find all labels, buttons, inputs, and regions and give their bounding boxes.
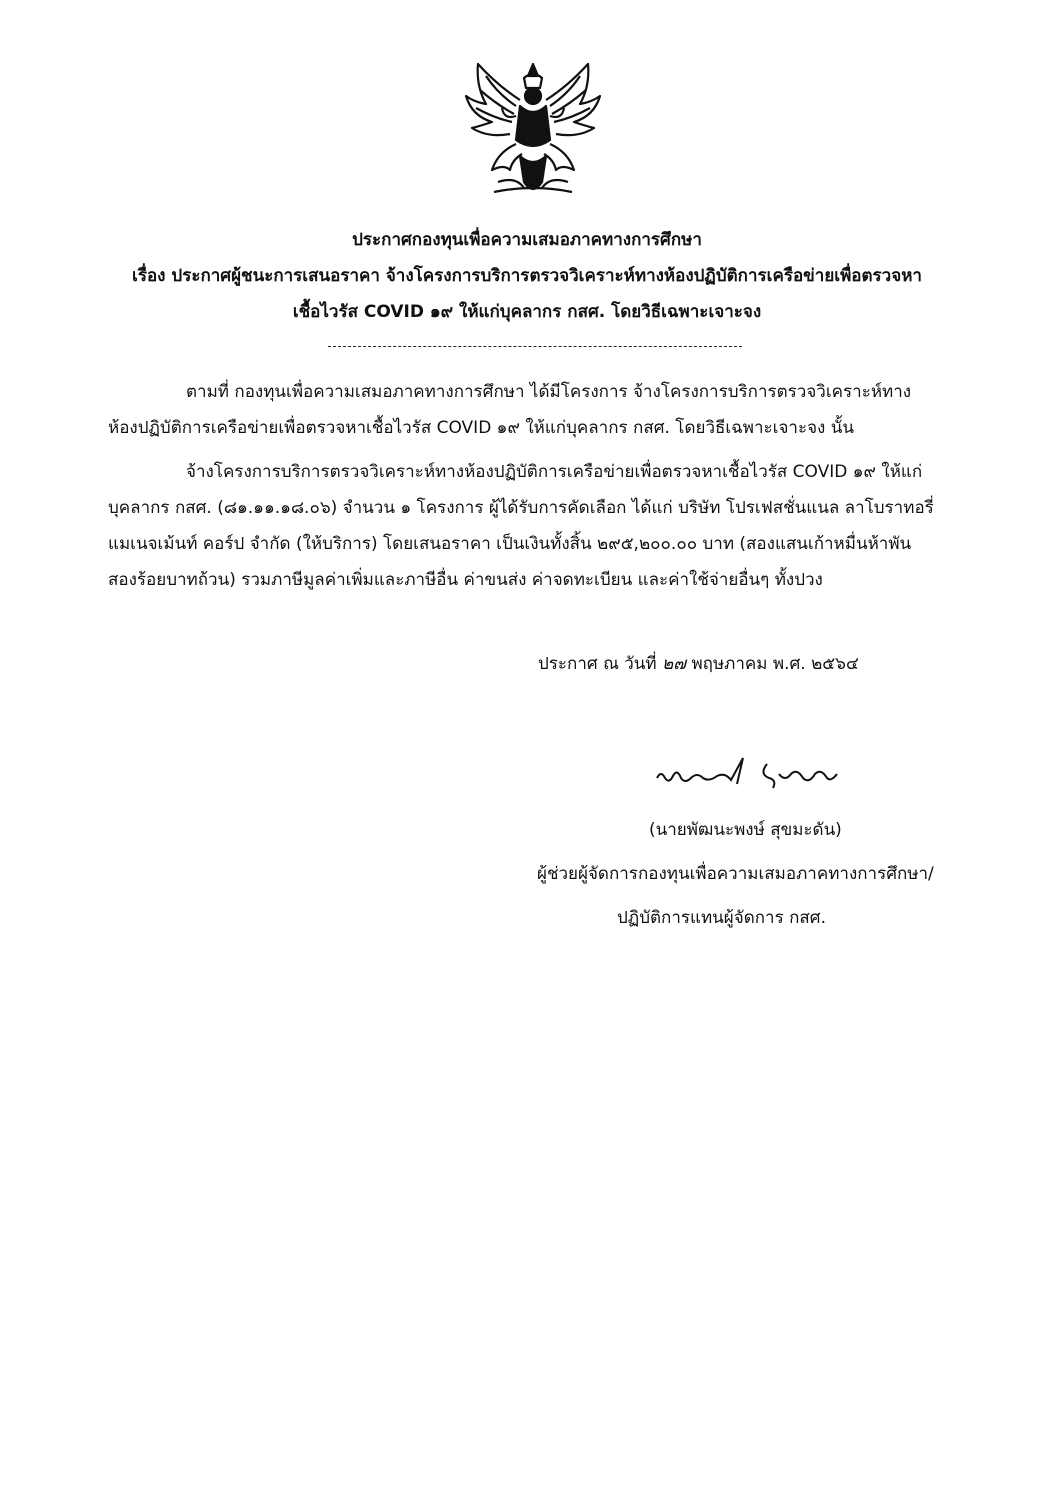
para2-line-2: บุคลากร กสศ. (๘๑.๑๑.๑๘.๐๖) จำนวน ๑ โครงการ ผู้ได้รับการคัดเลือก ได้แก่ บริษัท โปรเฟสชั่นแนล ลาโบราทอรี่ — [108, 498, 934, 518]
header-separator — [328, 346, 742, 347]
signatory-name: (นายพัฒนะพงษ์ สุขมะดัน) — [649, 820, 842, 840]
document-title: ประกาศกองทุนเพื่อความเสมอภาคทางการศึกษา — [352, 230, 702, 250]
signatory-position-line-2: ปฏิบัติการแทนผู้จัดการ กสศ. — [617, 908, 826, 928]
announcement-month-year: พฤษภาคม พ.ศ. ๒๕๖๔ — [691, 654, 859, 674]
announcement-date — [538, 652, 859, 676]
para2-line-3: แมเนจเม้นท์ คอร์ป จำกัด (ให้บริการ) โดยเสนอราคา เป็นเงินทั้งสิ้น ๒๙๕,๒๐๐.๐๐ บาท (สองแสนเก้าหมื่นห้าพัน — [108, 534, 912, 554]
para2-line-1: จ้างโครงการบริการตรวจวิเคราะห์ทางห้องปฏิบัติการเครือข่ายเพื่อตรวจหาเชื้อไวรัส COVID ๑๙ ให้แก่ — [186, 462, 923, 482]
document-subject-line-2: เชื้อไวรัส COVID ๑๙ ให้แก่บุคลากร กสศ. โดยวิธีเฉพาะเจาะจง — [292, 302, 762, 322]
announcement-prefix: ประกาศ ณ วันที่ — [538, 654, 657, 674]
signatory-position-line-1: ผู้ช่วยผู้จัดการกองทุนเพื่อความเสมอภาคทางการศึกษา/ — [537, 864, 934, 884]
garuda-emblem-icon — [458, 56, 608, 206]
para1-line-1: ตามที่ กองทุนเพื่อความเสมอภาคทางการศึกษา ได้มีโครงการ จ้างโครงการบริการตรวจวิเคราะห์ทาง — [186, 382, 912, 402]
para2-line-4: สองร้อยบาทถ้วน) รวมภาษีมูลค่าเพิ่มและภาษีอื่น ค่าขนส่ง ค่าจดทะเบียน และค่าใช้จ่ายอื่นๆ ทั้งปวง — [108, 570, 823, 590]
para1-line-2: ห้องปฏิบัติการเครือข่ายเพื่อตรวจหาเชื้อไวรัส COVID ๑๙ ให้แก่บุคลากร กสศ. โดยวิธีเฉพาะเจาะจง นั้น — [108, 418, 854, 438]
document-subject-line-1: เรื่อง ประกาศผู้ชนะการเสนอราคา จ้างโครงการบริการตรวจวิเคราะห์ทางห้องปฏิบัติการเครือข่ายเพื่อตรวจหา — [132, 266, 922, 286]
handwritten-signature — [655, 752, 855, 792]
announcement-day: ๒๗ — [662, 654, 687, 674]
